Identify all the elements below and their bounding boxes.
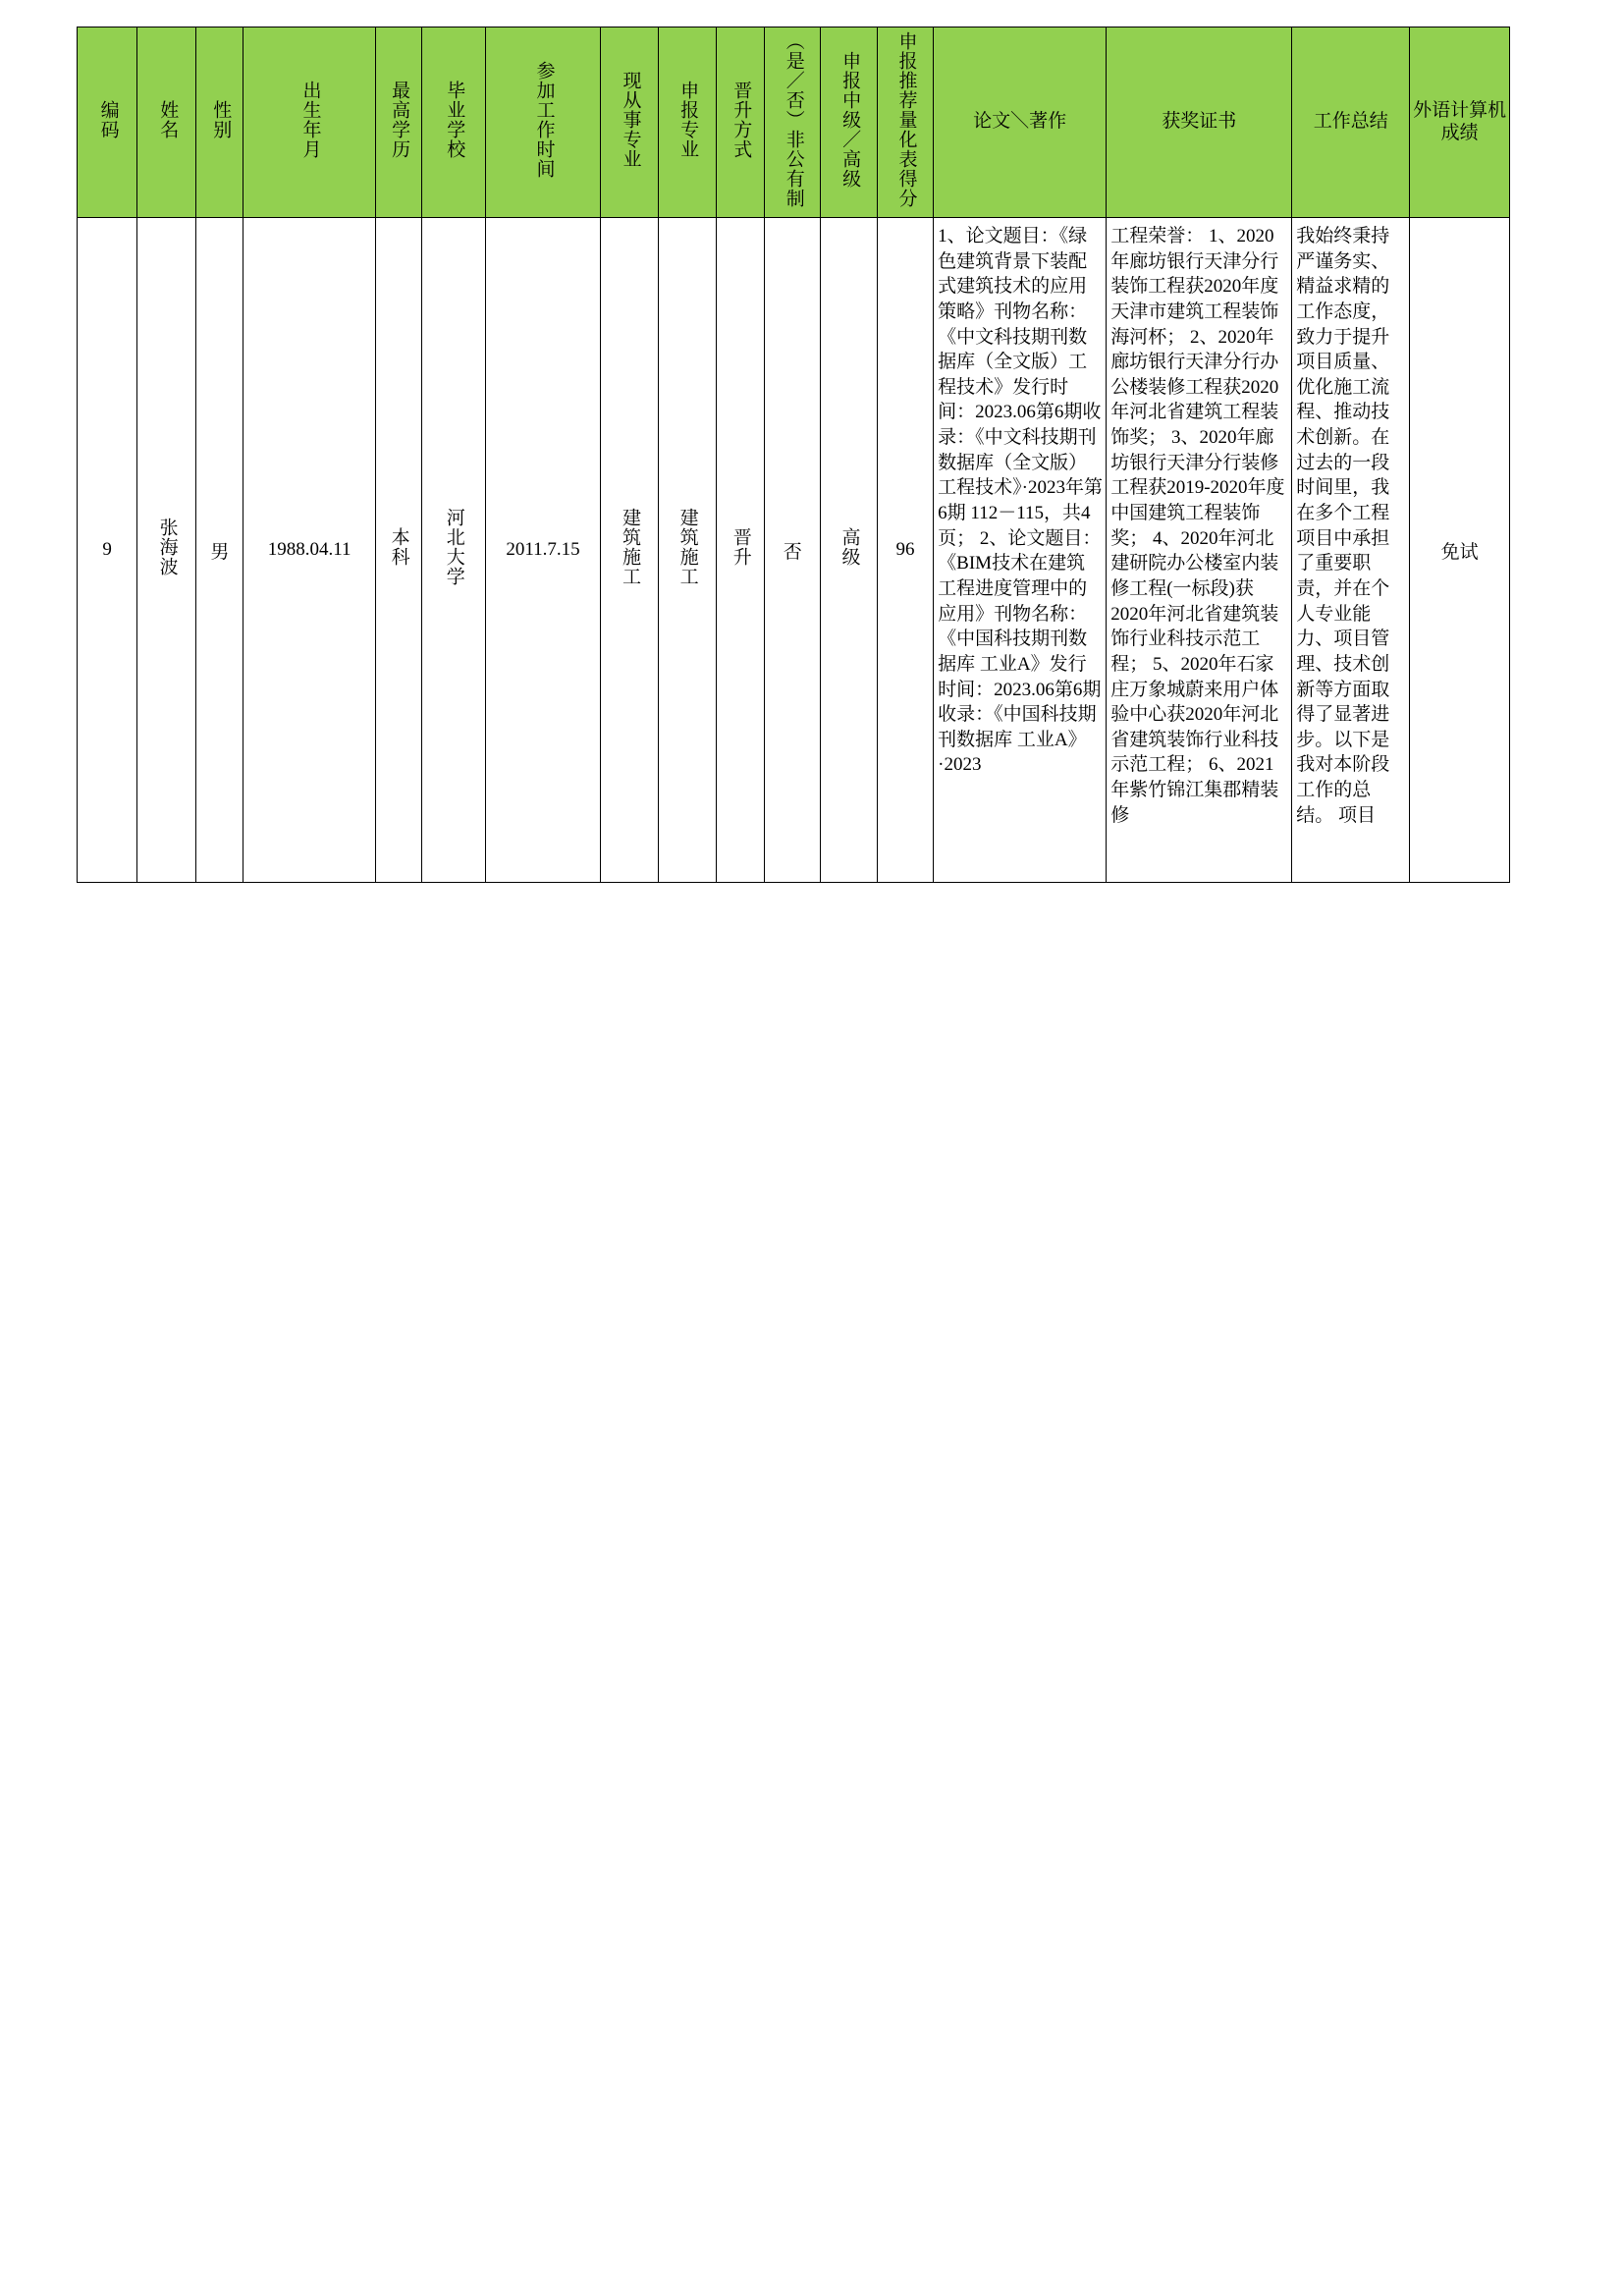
table-row — [78, 218, 1510, 883]
column-header-education — [375, 27, 421, 218]
cell-awards — [1107, 218, 1292, 883]
cell-education-value: 本科 — [388, 527, 409, 567]
column-header-quantified-score-label: 申报推荐量化表得分 — [895, 30, 917, 208]
column-header-promotion-method-label: 晋升方式 — [730, 80, 752, 159]
cell-applied-level — [821, 218, 877, 883]
cell-awards-value: 工程荣誉： 1、2020年廊坊银行天津分行装饰工程获2020年度天津市建筑工程装饰海河杯； 2、2020年廊坊银行天津分行办公楼装修工程获2020年河北省建筑工程装饰奖； 3、2020年廊坊银行天津分行装修工程获2019-2020年度中国建筑工程装饰奖； 4、2020年河北建研院办公楼室内装修工程(一标段)获2020年河北省建筑装饰行业科技示范工程； 5、2020年石家庄万象城蔚来用户体验中心获2020年河北省建筑装饰行业科技示范工程； 6、2021年紫竹锦江集郡精装修 — [1110, 226, 1285, 826]
table-header-row — [78, 27, 1510, 218]
cell-promotion-method — [716, 218, 765, 883]
cell-sex-value: 男 — [210, 541, 230, 563]
column-header-quantified-score — [877, 27, 933, 218]
cell-non-public-ownership — [765, 218, 821, 883]
cell-birth-value: 1988.04.11 — [267, 539, 352, 560]
column-header-non-public-ownership-label: （是／否）非公有制 — [783, 30, 804, 208]
cell-code-value: 9 — [102, 539, 112, 560]
column-header-school — [421, 27, 485, 218]
cell-current-profession — [601, 218, 659, 883]
cell-work-summary — [1292, 218, 1410, 883]
column-header-sex — [196, 27, 243, 218]
column-header-applied-profession — [658, 27, 716, 218]
cell-quantified-score-value: 96 — [895, 539, 915, 560]
cell-applied-level-value: 高级 — [839, 527, 860, 567]
column-header-applied-level-label: 申报中级／高级 — [839, 50, 861, 189]
column-header-papers — [934, 27, 1107, 218]
cell-language-computer-value: 免试 — [1440, 541, 1479, 563]
cell-applied-profession — [658, 218, 716, 883]
personnel-table — [77, 27, 1510, 883]
cell-work-summary-value: 我始终秉持严谨务实、精益求精的工作态度，致力于提升项目质量、优化施工流程、推动技术创新。在过去的一段时间里，我在多个工程项目中承担了重要职责，并在个人专业能力、项目管理、技术创新等方面取得了显著进步。以下是我对本阶段工作的总结。 项目 — [1296, 226, 1390, 826]
cell-code — [78, 218, 137, 883]
cell-name — [137, 218, 196, 883]
column-header-birth — [243, 27, 375, 218]
column-header-work-start — [485, 27, 600, 218]
column-header-non-public-ownership — [765, 27, 821, 218]
column-header-work-summary-label: 工作总结 — [1313, 111, 1388, 133]
cell-school — [421, 218, 485, 883]
column-header-work-start-label: 参加工作时间 — [533, 60, 555, 179]
cell-papers-value: 1、论文题目：《绿色建筑背景下装配式建筑技术的应用策略》刊物名称：《中文科技期刊数据库（全文版）工程技术》发行时间：2023.06第6期收录：《中文科技期刊数据库（全文版）工程技术》·2023年第6期 112－115，共4页； 2、论文题目：《BIM技术在建筑工程进度管理中的应用》刊物名称：《中国科技期刊数据库 工业A》发行时间：2023.06第6期收录：《中国科技期刊数据库 工业A》·2023 — [938, 226, 1103, 776]
cell-school-value: 河北大学 — [443, 508, 464, 586]
column-header-promotion-method — [716, 27, 765, 218]
cell-current-profession-value: 建筑施工 — [619, 508, 640, 586]
cell-education — [375, 218, 421, 883]
column-header-school-label: 毕业学校 — [444, 80, 465, 159]
cell-language-computer — [1410, 218, 1510, 883]
column-header-language-computer-label: 外语计算机成绩 — [1413, 100, 1507, 143]
column-header-name-label: 姓名 — [157, 99, 179, 139]
column-header-name — [137, 27, 196, 218]
column-header-current-profession-label: 现从事专业 — [620, 70, 641, 169]
cell-birth — [243, 218, 375, 883]
column-header-current-profession — [601, 27, 659, 218]
column-header-code-label: 编码 — [97, 99, 119, 139]
cell-name-value: 张海波 — [156, 518, 178, 576]
column-header-birth-label: 出生年月 — [299, 80, 321, 159]
cell-sex — [196, 218, 243, 883]
column-header-applied-profession-label: 申报专业 — [677, 80, 699, 159]
cell-work-start — [485, 218, 600, 883]
column-header-applied-level — [821, 27, 877, 218]
cell-work-start-value: 2011.7.15 — [506, 539, 580, 560]
column-header-awards-label: 获奖证书 — [1162, 111, 1237, 133]
column-header-sex-label: 性别 — [210, 99, 232, 139]
column-header-code — [78, 27, 137, 218]
cell-quantified-score — [877, 218, 933, 883]
column-header-language-computer — [1410, 27, 1510, 218]
cell-papers — [934, 218, 1107, 883]
column-header-awards — [1107, 27, 1292, 218]
cell-applied-profession-value: 建筑施工 — [676, 508, 698, 586]
cell-promotion-method-value: 晋升 — [730, 527, 751, 567]
cell-non-public-ownership-value: 否 — [783, 541, 802, 563]
column-header-papers-label: 论文＼著作 — [973, 111, 1067, 133]
column-header-education-label: 最高学历 — [389, 80, 410, 159]
column-header-work-summary — [1292, 27, 1410, 218]
